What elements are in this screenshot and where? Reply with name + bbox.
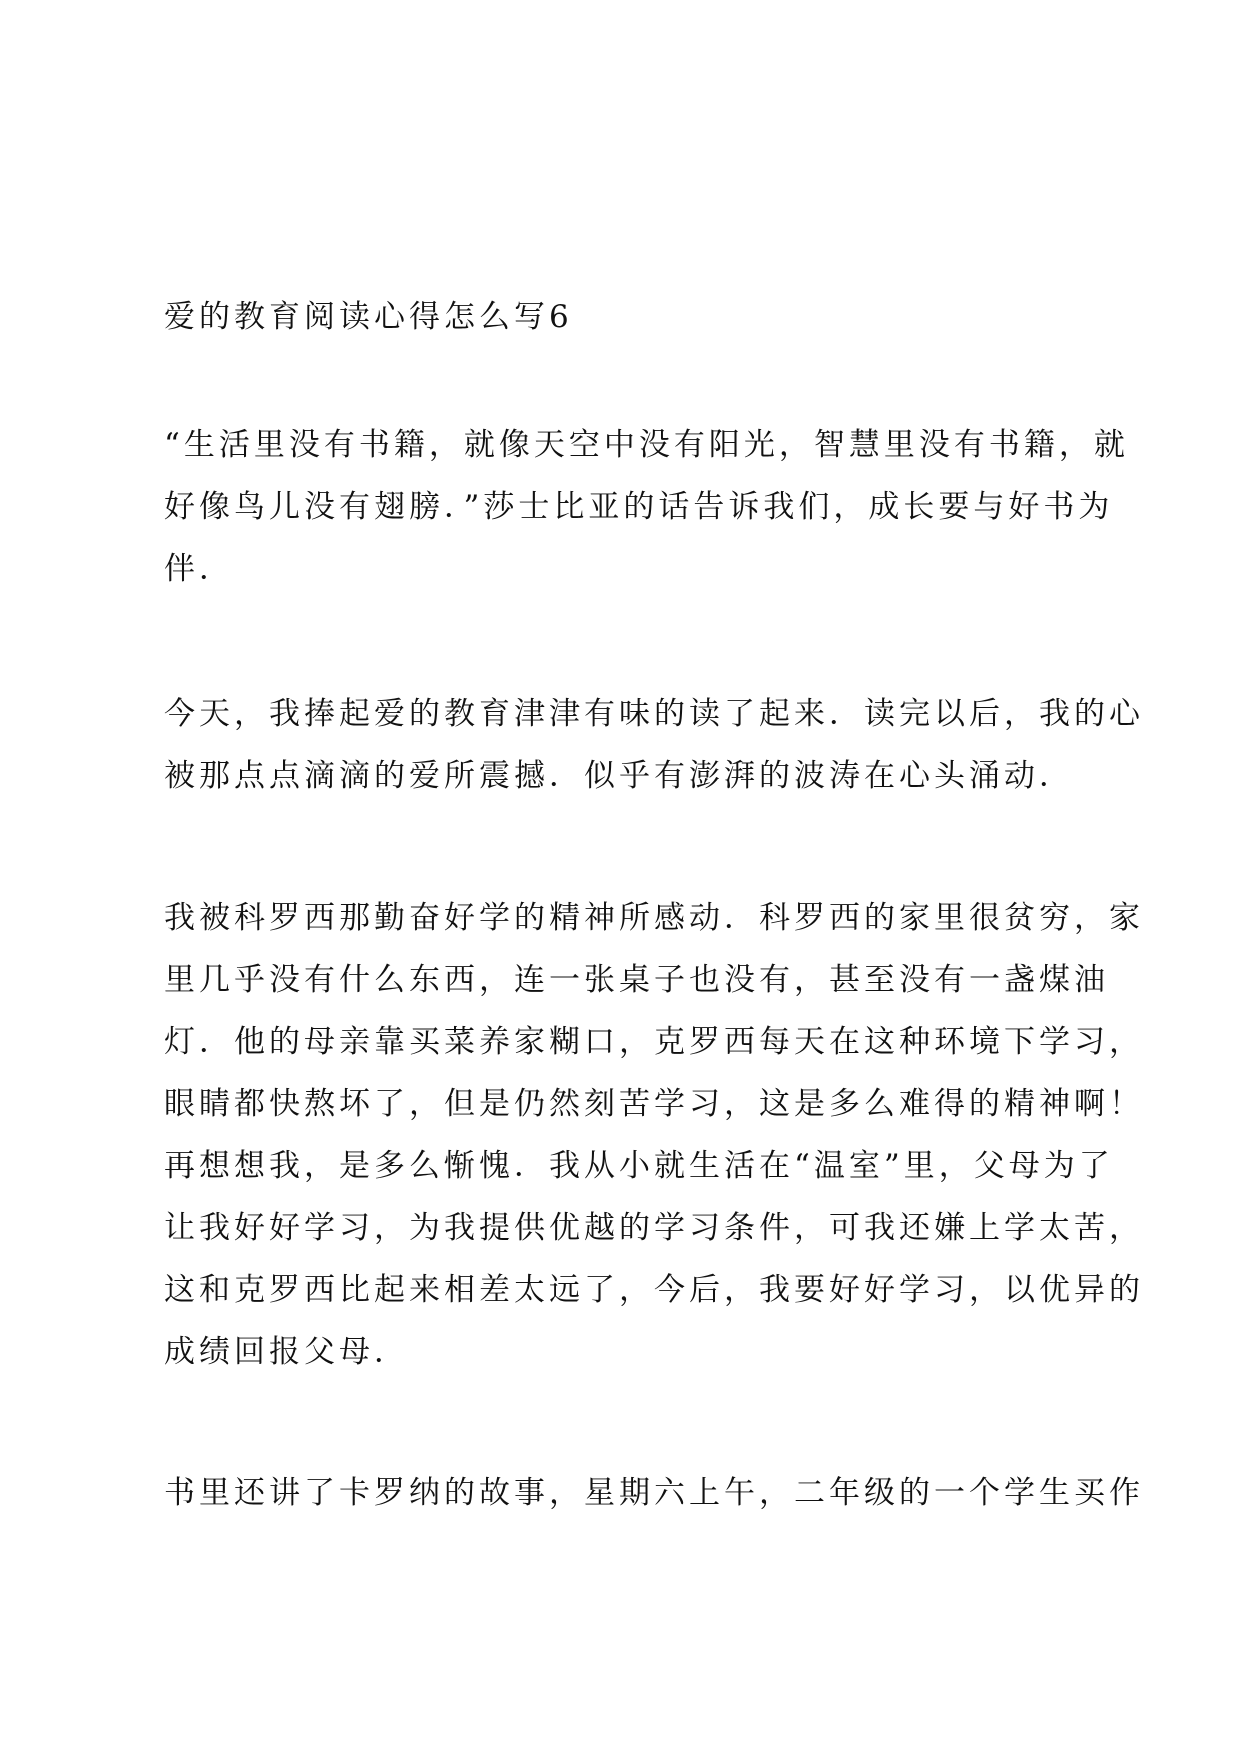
paragraph-2 (164, 683, 1144, 807)
paragraph-4 (164, 1462, 1144, 1524)
paragraph-line: 眼睛都快熬坏了，但是仍然刻苦学习，这是多么难得的精神啊！ (164, 1086, 1144, 1122)
paragraph-line: 里几乎没有什么东西，连一张桌子也没有，甚至没有一盏煤油 (164, 962, 1109, 998)
title-text: 爱的教育阅读心得怎么写6 (164, 299, 573, 335)
paragraph-line: 我被科罗西那勤奋好学的精神所感动．科罗西的家里很贫穷，家 (164, 900, 1144, 936)
paragraph-1 (164, 414, 1129, 600)
paragraph-line: 被那点点滴滴的爱所震撼．似乎有澎湃的波涛在心头涌动． (164, 758, 1074, 794)
paragraph-line: 让我好好学习，为我提供优越的学习条件，可我还嫌上学太苦， (164, 1210, 1144, 1246)
paragraph-line: 这和克罗西比起来相差太远了，今后，我要好好学习，以优异的 (164, 1272, 1144, 1308)
paragraph-line: 再想想我，是多么惭愧．我从小就生活在“温室”里，父母为了 (164, 1148, 1114, 1184)
paragraph-3 (164, 887, 1144, 1383)
paragraph-line: 好像鸟儿没有翅膀．”莎士比亚的话告诉我们，成长要与好书为 (164, 489, 1114, 525)
paragraph-line: 书里还讲了卡罗纳的故事，星期六上午，二年级的一个学生买作 (164, 1475, 1144, 1511)
paragraph-line: 灯．他的母亲靠买菜养家糊口，克罗西每天在这种环境下学习， (164, 1024, 1144, 1060)
paragraph-line: 伴． (164, 551, 234, 587)
paragraph-line: “生活里没有书籍，就像天空中没有阳光，智慧里没有书籍，就 (164, 427, 1129, 463)
document-title (164, 286, 1094, 348)
paragraph-line: 成绩回报父母． (164, 1334, 409, 1370)
paragraph-line: 今天，我捧起爱的教育津津有味的读了起来．读完以后，我的心 (164, 696, 1144, 732)
